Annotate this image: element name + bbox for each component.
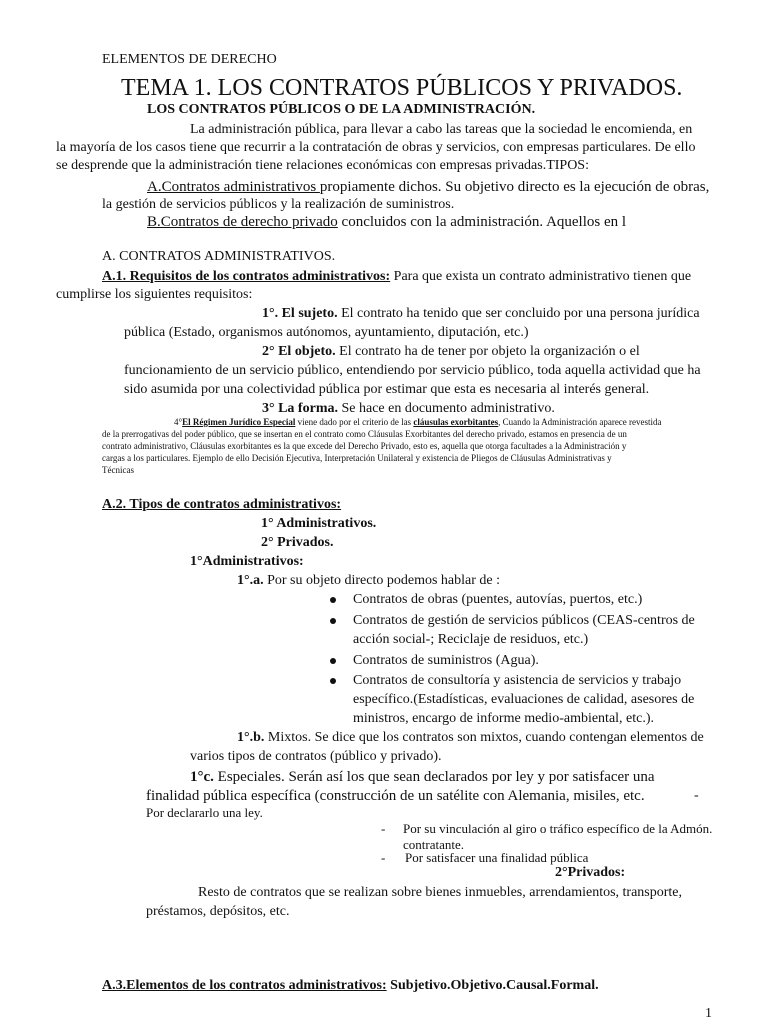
- requirement-continuation: sido asumida por una colectividad pública por estimar que esta es necesaria al interés general.: [124, 382, 650, 397]
- subtype-c-reason: Por declararlo una ley.: [146, 805, 263, 820]
- requirement-text: El contrato ha tenido que ser concluido por una persona jurídica: [337, 306, 700, 321]
- list-item: Contratos de suministros (Agua).: [353, 653, 539, 668]
- section-a3-label: A.3.Elementos de los contratos administrativos:: [102, 978, 387, 993]
- page-number: 1: [705, 1006, 712, 1021]
- regime-note-line: contrato administrativo, Cláusulas exorbitantes es la que excede del Derecho Privado, esto es, aquella que otorga facultades a la Administración y: [102, 441, 627, 451]
- type-b-line: [147, 215, 626, 230]
- subtype-a-text: Por su objeto directo podemos hablar de :: [263, 573, 501, 588]
- section-a2-heading: A.2. Tipos de contratos administrativos:: [102, 497, 342, 512]
- type-private: 2° Privados.: [261, 535, 334, 550]
- subtype-b-continuation: varios tipos de contratos (público y privado).: [190, 749, 442, 764]
- subtype-a-label: 1°.a.: [237, 573, 264, 588]
- dash-marker: -: [381, 850, 386, 865]
- bullet-icon: [330, 597, 336, 603]
- list-item: Contratos de consultoría y asistencia de servicios y trabajo: [353, 673, 682, 688]
- subtype-a-line: [237, 574, 500, 588]
- section-a3-text: Subjetivo.Objetivo.Causal.Formal.: [386, 978, 599, 993]
- list-item-continuation: específico.(Estadísticas, evaluaciones de calidad, asesores de: [353, 692, 695, 707]
- requirement-label: 3° La forma.: [262, 401, 338, 416]
- requirement-subject: [262, 307, 700, 321]
- a1-label: A.1. Requisitos de los contratos administrativos:: [102, 269, 391, 284]
- section-a3-line: [102, 979, 599, 993]
- section-title: LOS CONTRATOS PÚBLICOS O DE LA ADMINISTRACIÓN.: [147, 102, 536, 117]
- section-a-heading: A. CONTRATOS ADMINISTRATIVOS.: [102, 249, 336, 264]
- dash-marker: -: [694, 788, 699, 803]
- regime-text: , Cuando la Administración aparece revestida: [498, 417, 662, 427]
- requirement-continuation: pública (Estado, organismos autónomos, ayuntamiento, diputación, etc.): [124, 325, 529, 340]
- type-a-label: A.Contratos administrativos: [147, 179, 320, 195]
- regime-note: [174, 418, 662, 427]
- regime-mid: viene dado por el criterio de las: [295, 417, 414, 427]
- a1-continuation: cumplirse los siguientes requisitos:: [56, 287, 253, 302]
- reason-item: Por su vinculación al giro o tráfico específico de la Admón.: [403, 821, 713, 836]
- regime-note-line: de la prerrogativas del poder público, que se insertan en el contrato como Cláusulas Exorbitantes del derecho privado, estamos en presencia de un: [102, 429, 627, 439]
- subtype-b-label: 1°.b.: [237, 730, 265, 745]
- list-item-continuation: acción social-; Reciclaje de residuos, etc.): [353, 632, 589, 647]
- list-item: Contratos de gestión de servicios públicos (CEAS-centros de: [353, 613, 695, 628]
- regime-note-line: Técnicas: [102, 465, 134, 475]
- intro-line: se desprende que la administración tiene relaciones económicas con empresas privadas.TIPOS:: [56, 158, 589, 173]
- reason-item-continuation: contratante.: [403, 837, 464, 852]
- clauses-label: cláusulas exorbitantes: [413, 417, 499, 427]
- bullet-icon: [330, 658, 336, 664]
- type-a-line: [147, 180, 709, 195]
- requirement-text: Se hace en documento administrativo.: [337, 401, 555, 416]
- type-a-continuation: la gestión de servicios públicos y la realización de suministros.: [102, 197, 455, 212]
- subject-heading: ELEMENTOS DE DERECHO: [102, 52, 277, 67]
- document-title: TEMA 1. LOS CONTRATOS PÚBLICOS Y PRIVADOS.: [121, 75, 683, 101]
- regime-number: 4°: [174, 417, 183, 427]
- list-item: Contratos de obras (puentes, autovías, puertos, etc.): [353, 592, 643, 607]
- private-text-continuation: préstamos, depósitos, etc.: [146, 904, 290, 919]
- regime-note-line: cargas a los particulares. Ejemplo de ello Decisión Ejecutiva, Interpretación Unilateral y existencia de Pliegos de Cláusulas Administrativas y: [102, 453, 612, 463]
- subtype-c-continuation: finalidad pública específica (construcción de un satélite con Alemania, misiles, etc.: [146, 788, 645, 804]
- requirement-form: [262, 402, 555, 416]
- subtype-b-line: [237, 731, 704, 745]
- requirement-continuation: funcionamiento de un servicio público, entendiendo por servicio público, toda aquella actividad que ha: [124, 363, 701, 378]
- a1-line: [102, 270, 691, 284]
- intro-line: La administración pública, para llevar a cabo las tareas que la sociedad le encomienda, en: [190, 122, 693, 137]
- requirement-label: 1°. El sujeto.: [262, 306, 338, 321]
- type-administrative: 1° Administrativos.: [261, 516, 377, 531]
- reason-item: Por satisfacer una finalidad pública: [405, 850, 589, 865]
- list-item-continuation: ministros, encargo de informe medio-ambiental, etc.).: [353, 711, 655, 726]
- bullet-icon: [330, 618, 336, 624]
- subtype-c-line: [190, 770, 655, 785]
- administrative-heading: 1°Administrativos:: [190, 554, 304, 569]
- type-a-text: propiamente dichos. Su objetivo directo es la ejecución de obras,: [319, 179, 710, 195]
- subtype-c-text: Especiales. Serán así los que sean declarados por ley y por satisfacer una: [213, 769, 655, 785]
- regime-label: El Régimen Jurídico Especial: [182, 417, 296, 427]
- type-b-label: B.Contratos de derecho privado: [147, 214, 338, 230]
- private-text: Resto de contratos que se realizan sobre bienes inmuebles, arrendamientos, transporte,: [198, 885, 683, 900]
- requirement-label: 2° El objeto.: [262, 344, 336, 359]
- requirement-object: [262, 345, 640, 359]
- dash-marker: -: [381, 821, 386, 836]
- intro-line: la mayoría de los casos tiene que recurrir a la contratación de obras y servicios, con empresas particulares. De ello: [56, 140, 696, 155]
- subtype-c-label: 1°c.: [190, 769, 214, 785]
- type-b-text: concluidos con la administración. Aquellos en l: [337, 214, 627, 230]
- requirement-text: El contrato ha de tener por objeto la organización o el: [335, 344, 640, 359]
- subtype-b-text: Mixtos. Se dice que los contratos son mixtos, cuando contengan elementos de: [264, 730, 704, 745]
- private-heading: 2°Privados:: [555, 865, 626, 880]
- bullet-icon: [330, 678, 336, 684]
- a1-text: Para que exista un contrato administrativo tienen que: [390, 269, 692, 284]
